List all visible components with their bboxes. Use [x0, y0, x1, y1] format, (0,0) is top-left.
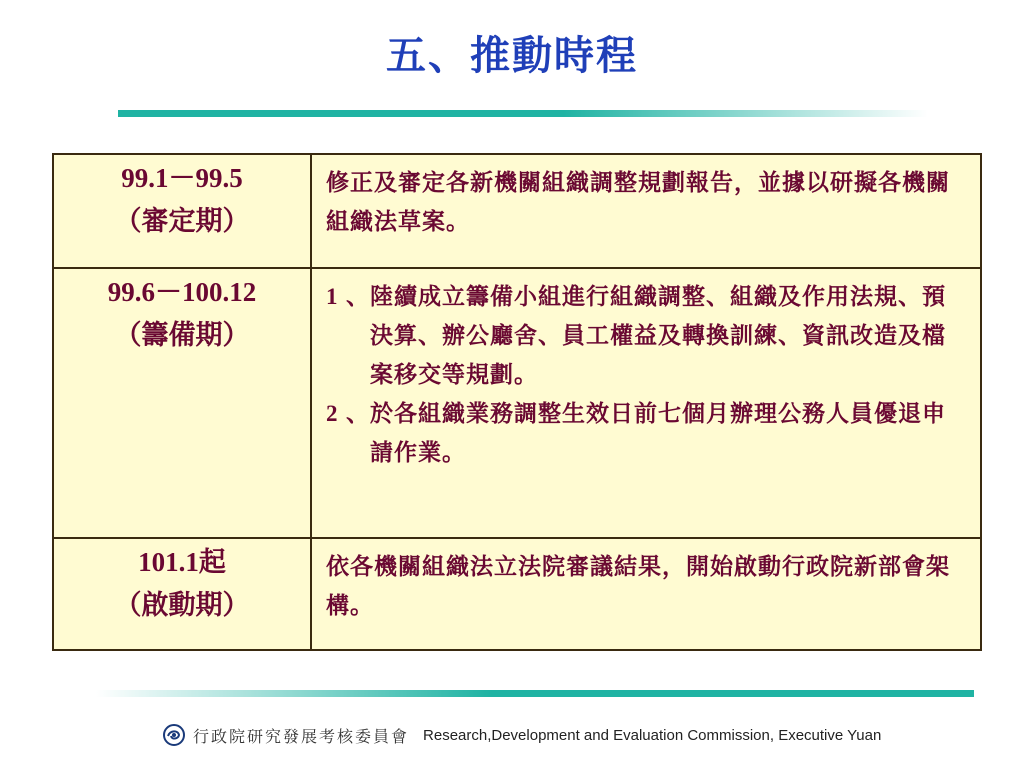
footer-divider-bar: [96, 690, 974, 697]
period-range: 99.6－100.12: [107, 277, 257, 307]
description-cell: [311, 268, 981, 538]
period-cell: [53, 538, 311, 650]
org-name-en: Research,Development and Evaluation Commission, Executive Yuan: [423, 726, 882, 744]
page-title: 五、推動時程: [386, 32, 638, 79]
list-item: [326, 394, 966, 472]
footer: [163, 722, 881, 748]
rdec-logo-icon: [163, 724, 185, 746]
description-cell: [311, 154, 981, 268]
table-row: [53, 154, 981, 268]
table-row: [53, 268, 981, 538]
table-row: [53, 538, 981, 650]
description-cell: [311, 538, 981, 650]
description-text: 修正及審定各新機關組織調整規劃報告，並據以研擬各機關組織法草案。: [326, 169, 950, 235]
item-text: 、陸續成立籌備小組進行組織調整、組織及作用法規、預決算、辦公廳舍、員工權益及轉換訓練、資訊改造及檔案移交等規劃。: [346, 283, 946, 388]
period-cell: [53, 154, 311, 268]
period-phase: （籌備期）: [114, 320, 250, 351]
schedule-table: [52, 153, 982, 651]
period-range: 101.1起: [138, 547, 226, 577]
list-item: [326, 277, 966, 394]
period-cell: [53, 268, 311, 538]
description-text: 依各機關組織法立法院審議結果，開始啟動行政院新部會架構。: [326, 553, 950, 619]
period-phase: （審定期）: [114, 206, 250, 237]
item-number: 1: [326, 284, 339, 309]
period-phase: （啟動期）: [114, 590, 250, 621]
item-text: 、於各組織業務調整生效日前七個月辦理公務人員優退申請作業。: [346, 400, 946, 466]
org-name-zh: 行政院研究發展考核委員會: [193, 726, 410, 746]
title-divider-bar: [118, 110, 928, 117]
item-number: 2: [326, 401, 339, 426]
period-range: 99.1－99.5: [121, 163, 243, 193]
